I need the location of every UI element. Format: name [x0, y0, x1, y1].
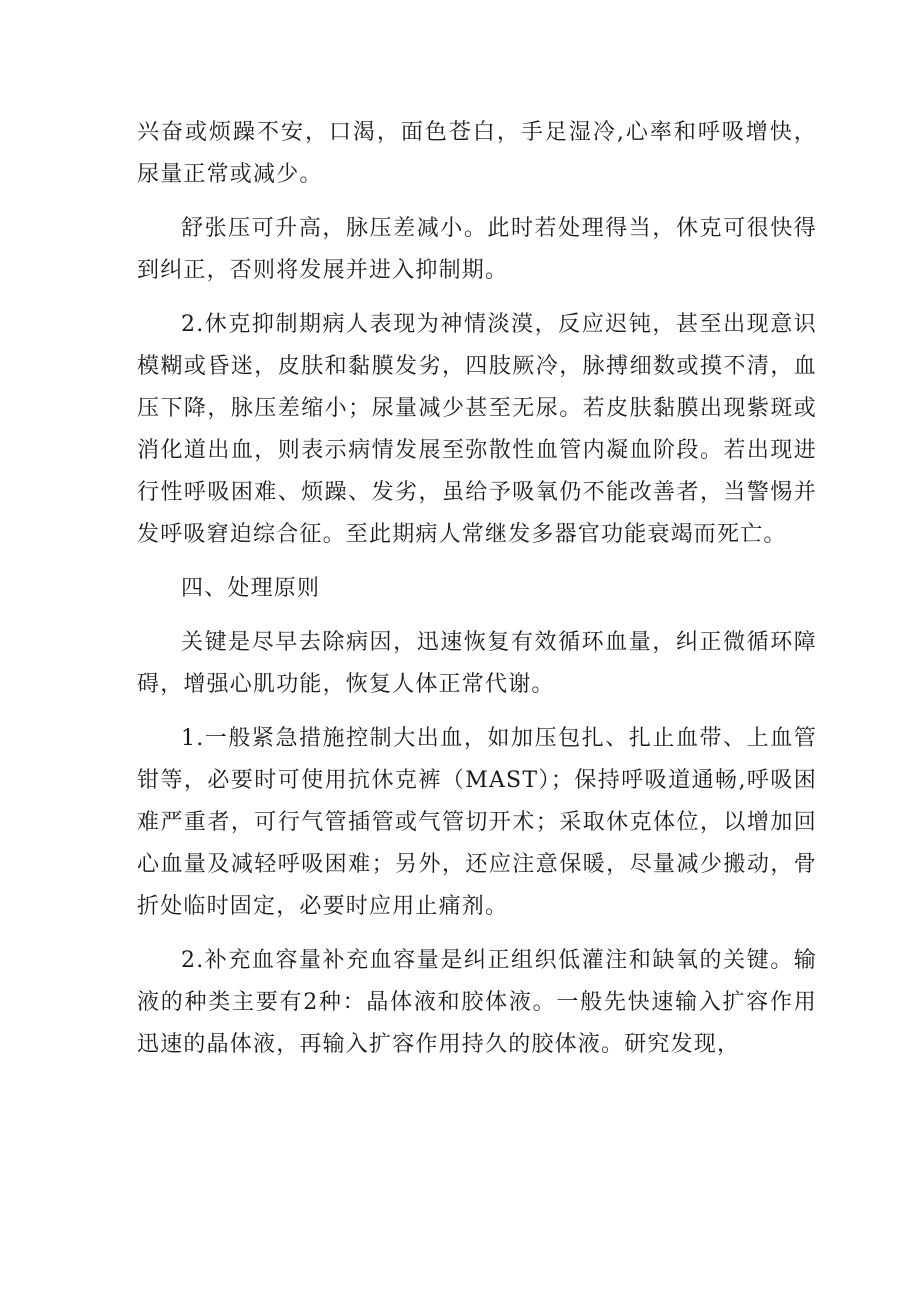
paragraph-1: 兴奋或烦躁不安，口渴，面色苍白，手足湿冷,心率和呼吸增快，尿量正常或减少。	[137, 120, 817, 187]
section-heading: 四、处理原则	[181, 576, 321, 601]
paragraph-2: 舒张压可升高，脉压差减小。此时若处理得当，休克可很快得到纠正，否则将发展并进入抑制期。	[137, 216, 817, 283]
paragraph-gap	[137, 928, 817, 940]
paragraph-gap	[137, 706, 817, 718]
document-body	[137, 112, 817, 1066]
paragraph-6: 1.一般紧急措施控制大出血，如加压包扎、扎止血带、上血管钳等，必要时可使用抗休克裤（MAST）；保持呼吸道通畅,呼吸困难严重者，可行气管插管或气管切开术；采取休克体位，以增加回心血量及减轻呼吸困难；另外，还应注意保暖，尽量减少搬动，骨折处临时固定，必要时应用止痛剂。	[137, 726, 817, 919]
paragraph-5: 关键是尽早去除病因，迅速恢复有效循环血量，纠正微循环障碍，增强心肌功能，恢复人体正常代谢。	[137, 630, 817, 697]
paragraph-gap	[137, 292, 817, 304]
paragraph-gap	[137, 556, 817, 568]
paragraph-gap	[137, 610, 817, 622]
paragraph-gap	[137, 196, 817, 208]
paragraph-7: 2.补充血容量补充血容量是纠正组织低灌注和缺氧的关键。输液的种类主要有2种：晶体液和胶体液。一般先快速输入扩容作用迅速的晶体液，再输入扩容作用持久的胶体液。研究发现，	[137, 948, 817, 1057]
paragraph-3: 2.休克抑制期病人表现为神情淡漠，反应迟钝，甚至出现意识模糊或昏迷，皮肤和黏膜发劣，四肢厥冷，脉搏细数或摸不清，血压下降，脉压差缩小；尿量减少甚至无尿。若皮肤黏膜出现紫斑或消化道出血，则表示病情发展至弥散性血管内凝血阶段。若出现进行性呼吸困难、烦躁、发劣，虽给予吸氧仍不能改善者，当警惕并发呼吸窘迫综合征。至此期病人常继发多器官功能衰竭而死亡。	[137, 312, 817, 547]
